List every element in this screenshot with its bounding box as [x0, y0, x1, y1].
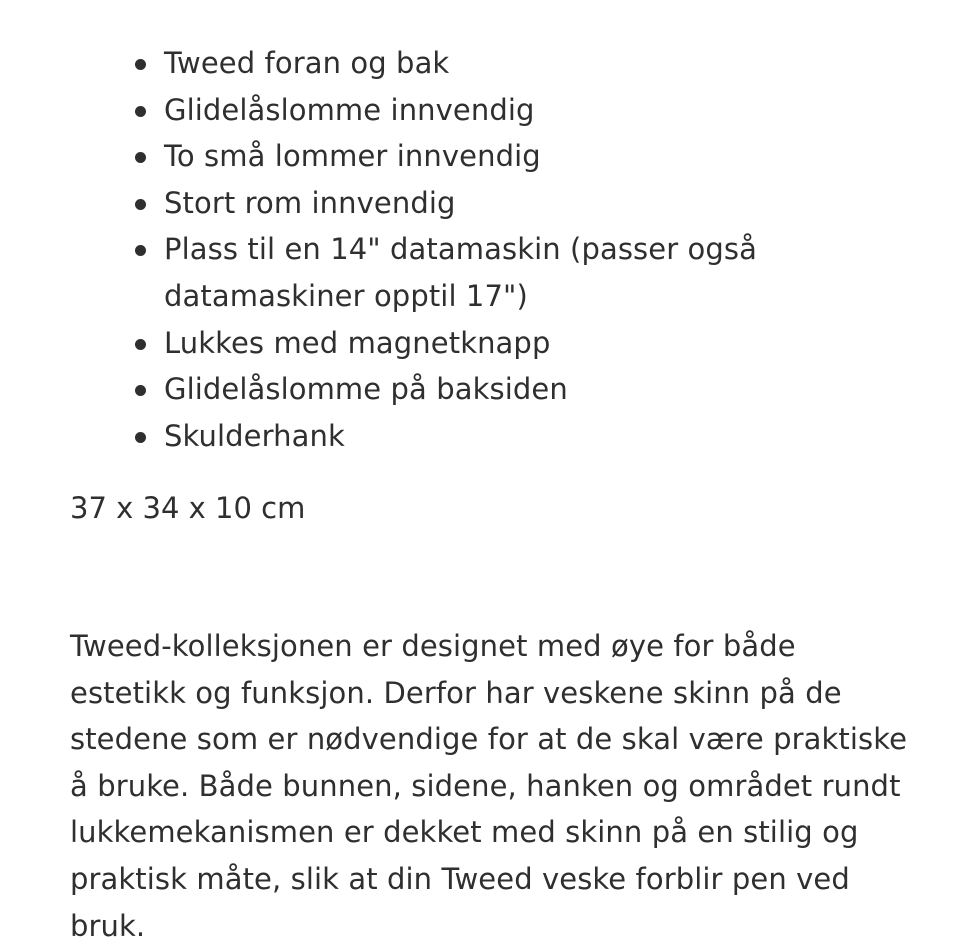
feature-item — [164, 180, 864, 227]
feature-text: Plass til en 14" datamaskin (passer også datamaskiner opptil 17") — [164, 232, 757, 313]
bullet-icon — [135, 339, 146, 350]
bullet-icon — [135, 432, 146, 443]
bullet-icon — [135, 106, 146, 117]
feature-list — [164, 40, 864, 459]
feature-text: Tweed foran og bak — [164, 46, 450, 80]
feature-item — [164, 413, 864, 460]
feature-item — [164, 320, 864, 367]
product-dimensions: 37 x 34 x 10 cm — [70, 491, 306, 525]
bullet-icon — [135, 59, 146, 70]
feature-item — [164, 87, 864, 134]
feature-text: Lukkes med magnetknapp — [164, 325, 551, 360]
feature-text: Glidelåslomme på baksiden — [164, 372, 568, 407]
description-paragraph: Tweed-kolleksjonen er designet med øye for både estetikk og funksjon. Derfor har veskene skinn på de stedene som er nødvendige for at de skal være praktiske å bruke. Både bunnen, sidene, hanken og området rundt lukkemekanismen er dekket med skinn på en stilig og praktisk måte, slik at din Tweed veske forblir pen ved bruk. — [70, 629, 908, 943]
bullet-icon — [135, 245, 146, 256]
feature-item — [164, 226, 864, 319]
feature-item — [164, 40, 864, 87]
feature-text: Glidelåslomme innvendig — [164, 92, 535, 127]
bullet-icon — [135, 199, 146, 210]
bullet-icon — [135, 385, 146, 396]
bullet-icon — [135, 152, 146, 163]
feature-item — [164, 366, 864, 413]
feature-text: To små lommer innvendig — [164, 139, 541, 174]
feature-text: Skulderhank — [164, 418, 345, 453]
feature-text: Stort rom innvendig — [164, 185, 456, 220]
feature-item — [164, 133, 864, 180]
